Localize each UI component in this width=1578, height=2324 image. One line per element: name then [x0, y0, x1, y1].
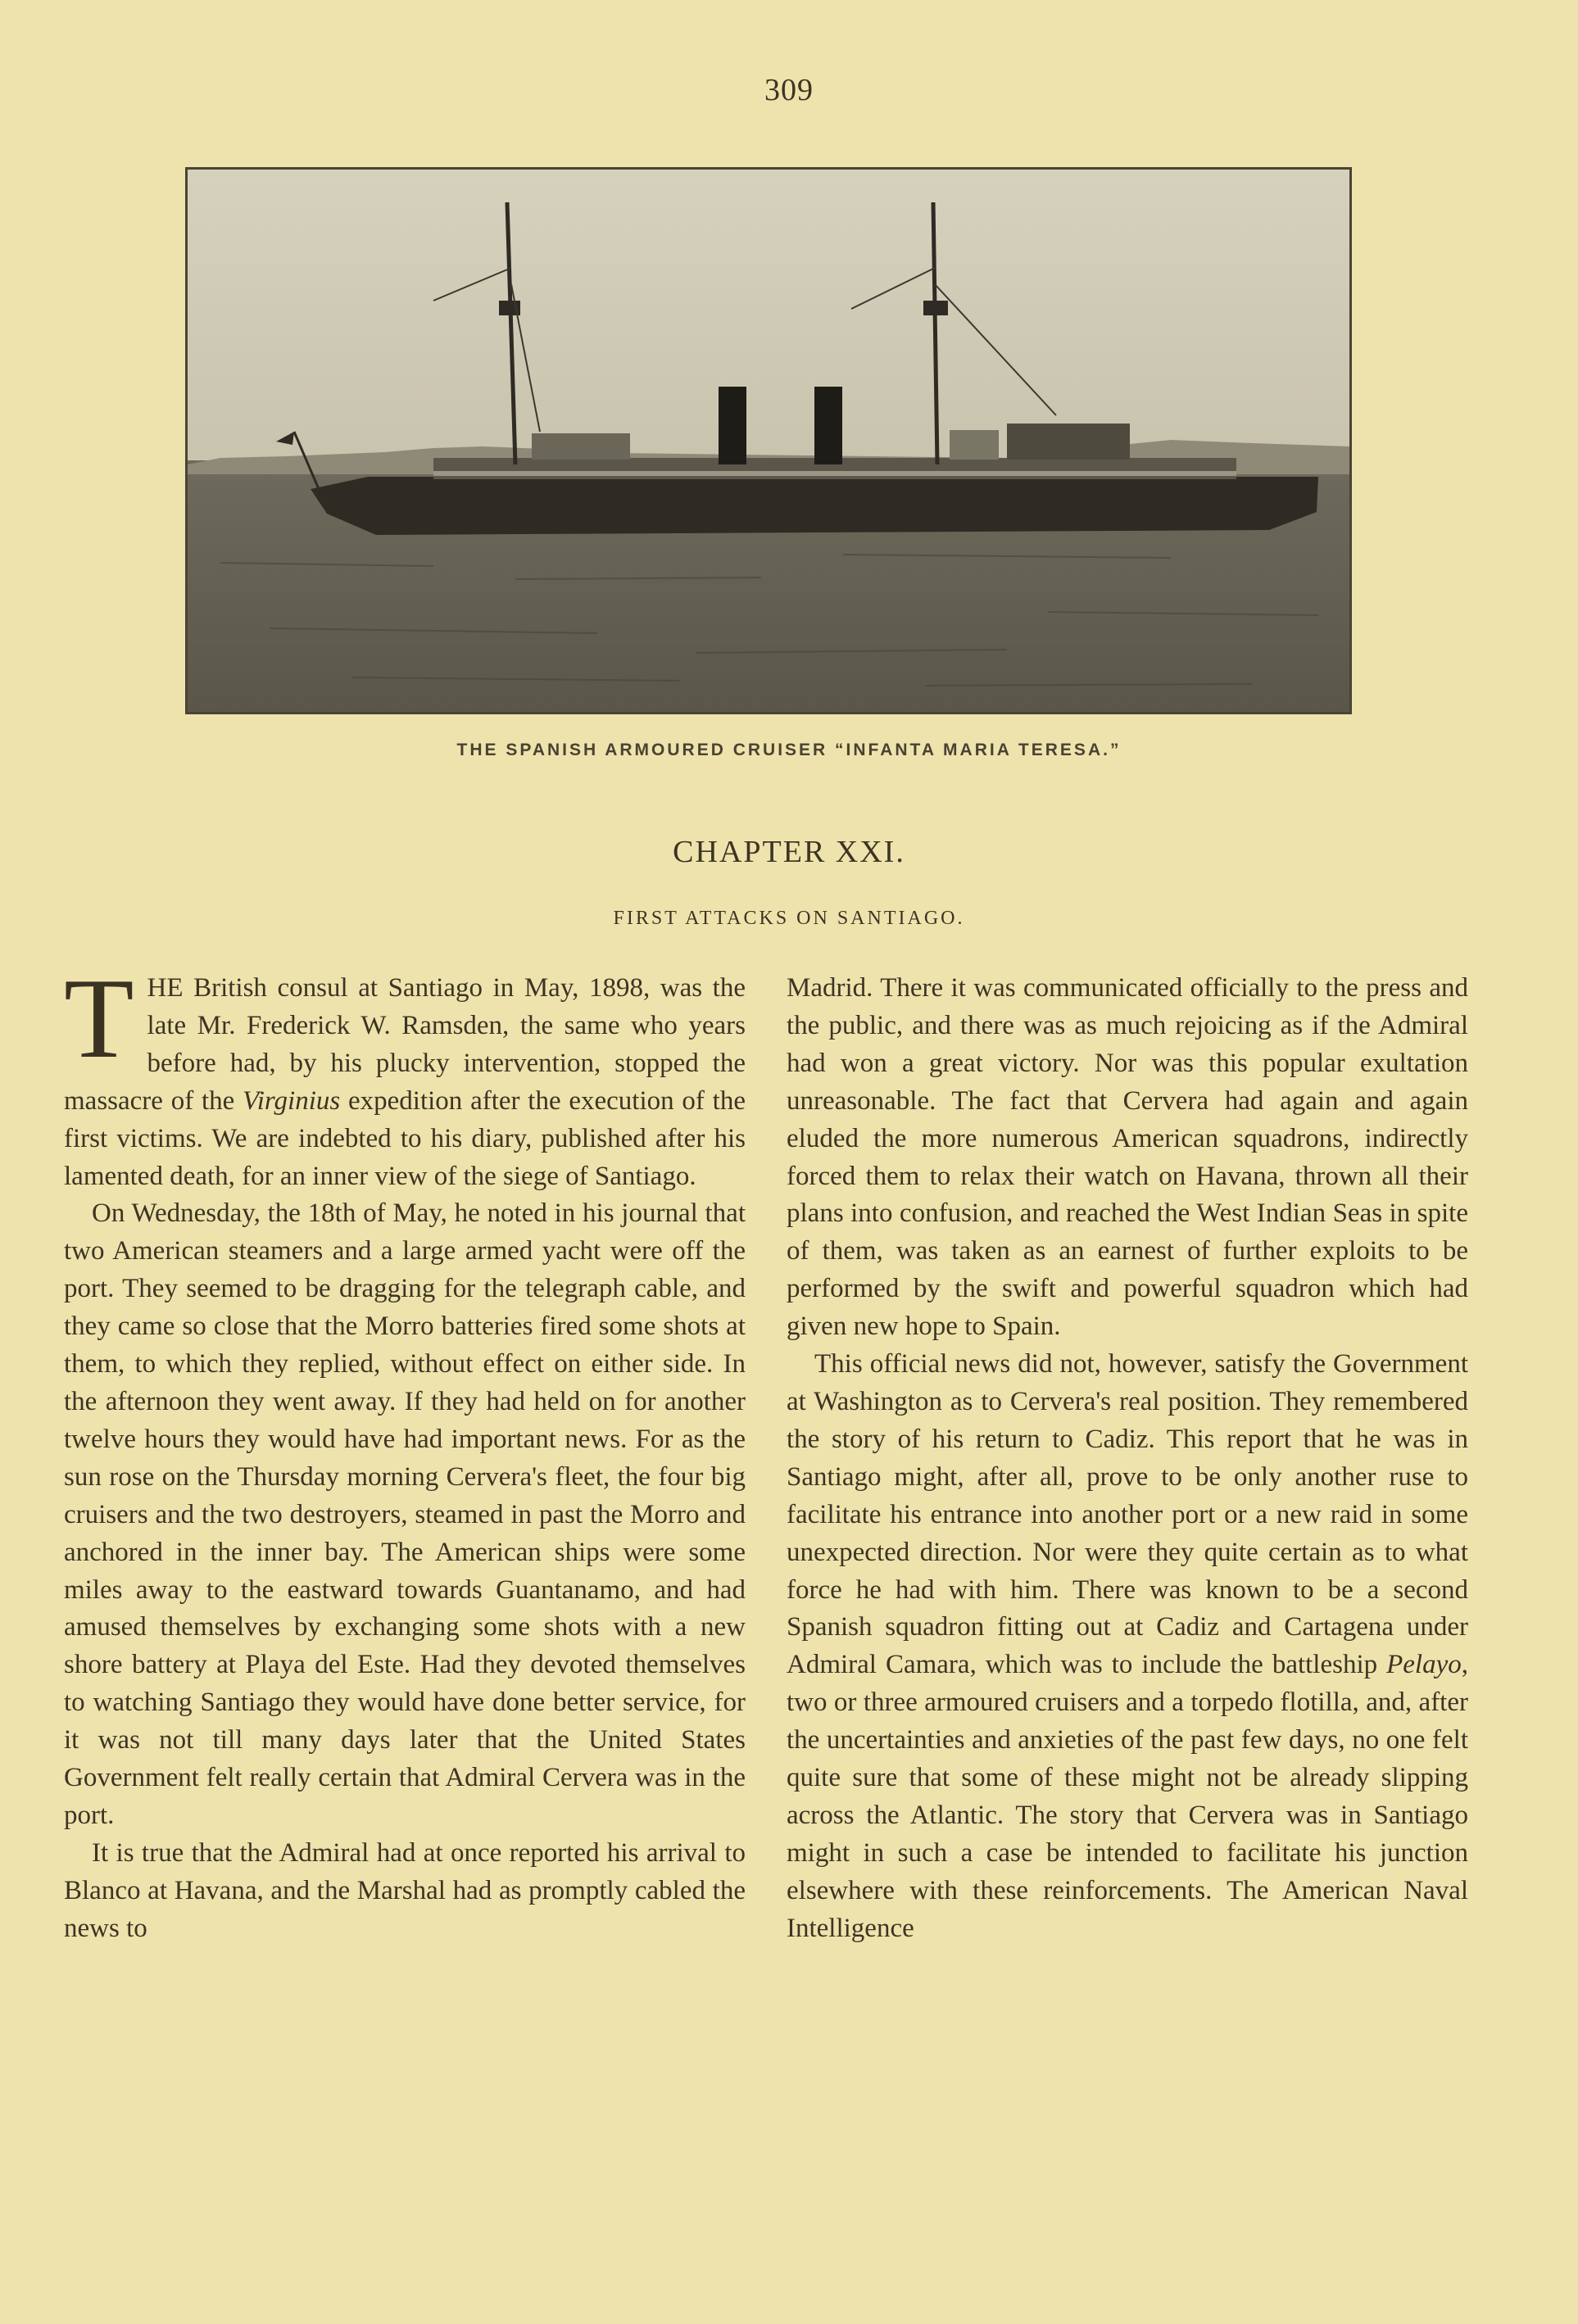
- right-column: [787, 970, 1468, 1948]
- left-column: [64, 955, 746, 1948]
- paragraph: On Wednesday, the 18th of May, he noted in his journal that two American steamers and a large armed yacht were off the port. They seemed to be dragging for the telegraph cable, and they came so close that the Morro batteries fired some shots at them, to which they replied, without effect on either side. In the afternoon they went away. If they had held on for another twelve hours they would have had important news. For as the sun rose on the Thursday morning Cervera's fleet, the four big cruisers and the two destroyers, steamed in past the Morro and anchored in the inner bay. The American ships were some miles away to the eastward towards Guantanamo, and had amused themselves by exchanging some shots with a new shore battery at Playa del Este. Had they devoted themselves to watching Santiago they would have done better service, for it was not till many days later that the United States Government felt really certain that Admiral Cervera was in the port.: [64, 1198, 746, 1830]
- paragraph-text: HE British consul at Santiago in May, 1898, was the late Mr. Frederick W. Ramsden, the same who years before had, by his plucky intervention, stopped the massacre of the: [64, 973, 746, 1116]
- paragraph: Madrid. There it was communicated officially to the press and the public, and there was as much rejoicing as if the Admiral had won a great victory. Nor was this popular exultation unreasonable. The fact that Cervera had again and again eluded the more numerous American squadrons, indirectly forced them to relax their watch on Havana, thrown all their plans into confusion, and reached the West Indian Seas in spite of them, was taken as an earnest of further exploits to be performed by the swift and powerful squadron which had given new hope to Spain.: [787, 973, 1468, 1342]
- drop-cap: T: [64, 955, 134, 1082]
- cruiser-photograph: [185, 167, 1352, 714]
- paragraph-text: This official news did not, however, satisfy the Government at Washington as to Cervera's real position. They remembered the story of his return to Cadiz. This report that he was in Santiago might, after all, prove to be only another ruse to facilitate his entrance into another port or a new raid in some unexpected direction. Nor were they quite certain as to what force he had with him. There was known to be a second Spanish squadron fitting out at Cadiz and Cartagena under Admiral Camara, which was to include the battleship: [787, 1349, 1468, 1680]
- chapter-title: CHAPTER XXI.: [673, 835, 905, 869]
- paragraph-text: , two or three armoured cruisers and a torpedo flotilla, and, after the uncertainties and anxieties of the past few days, no one felt quite sure that some of these might not be already slipping across the Atlantic. The story that Cervera was in Santiago might in such a case be intended to facilitate his junction elsewhere with these reinforcements. The American Naval Intelligence: [787, 1650, 1468, 1943]
- ship-name-italic: Pelayo: [1386, 1650, 1462, 1680]
- photo-caption: THE SPANISH ARMOURED CRUISER “INFANTA MARIA TERESA.”: [456, 741, 1122, 759]
- paragraph: [787, 1346, 1468, 1948]
- ship-name-italic: Virginius: [243, 1085, 341, 1116]
- paragraph: [64, 955, 746, 1195]
- paragraph: It is true that the Admiral had at once reported his arrival to Blanco at Havana, and the Marshal had as promptly cabled the news to: [64, 1837, 746, 1943]
- chapter-subtitle: FIRST ATTACKS ON SANTIAGO.: [613, 908, 965, 929]
- paragraph-text: expedition after the execution of the first victims. We are indebted to his diary, published after his lamented death, for an inner view of the siege of Santiago.: [64, 1085, 746, 1191]
- page-number: 309: [764, 73, 814, 107]
- cruiser-illustration: [188, 170, 1349, 712]
